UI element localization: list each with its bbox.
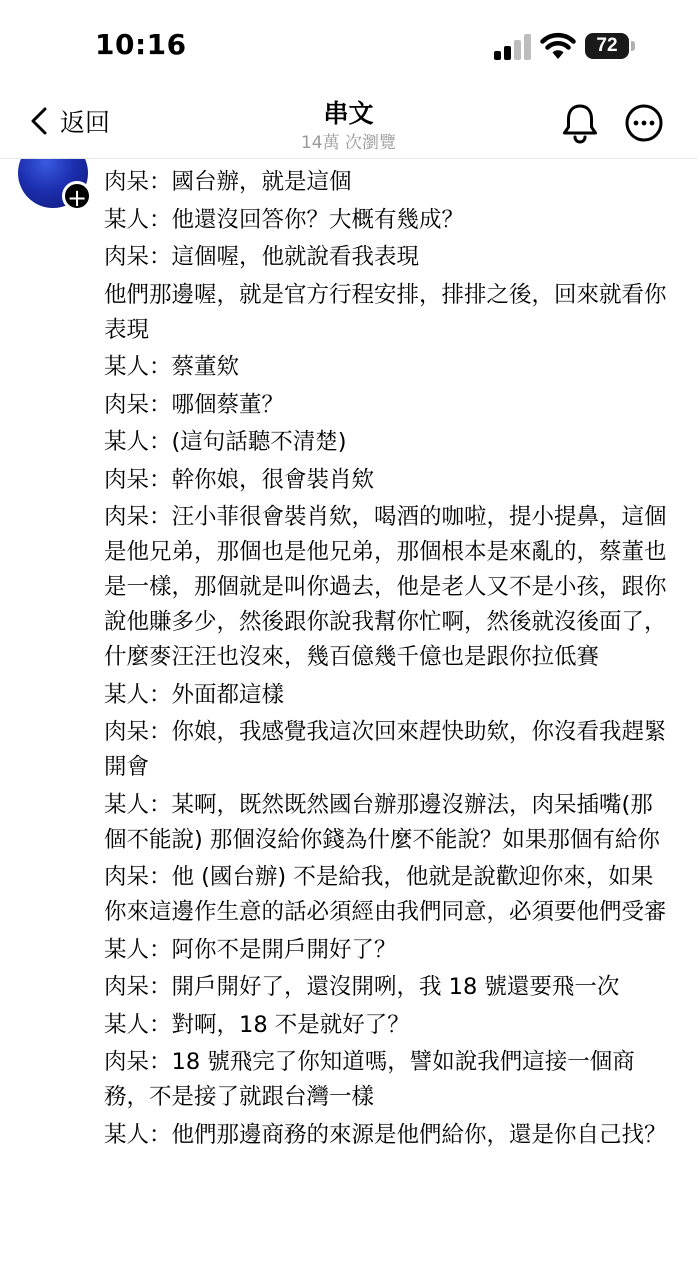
battery-cap: [631, 41, 635, 51]
cellular-signal-icon: [493, 34, 533, 60]
bell-icon[interactable]: [560, 102, 600, 144]
post-line: 某人：外面都這樣: [104, 681, 285, 708]
post-line: 某人：某啊，既然既然國台辦那邊沒辦法，肉呆插嘴(那個不能說) 那個沒給你錢為什麼不能說？如果那個有給你: [104, 791, 660, 853]
battery-level: 72: [585, 33, 629, 59]
post-line: 某人：他還沒回答你？大概有幾成？: [104, 206, 465, 233]
status-bar: [0, 0, 697, 92]
post-line: 他們那邊喔，就是官方行程安排，排排之後，回來就看你表現: [104, 281, 667, 343]
status-time: 10:16: [95, 28, 187, 61]
header-bar: [0, 92, 697, 159]
follow-button[interactable]: [62, 181, 92, 211]
battery-icon: [585, 33, 637, 59]
back-label: 返回: [60, 108, 111, 137]
post-line: 肉呆：汪小菲很會裝肖欸，喝酒的咖啦，提小提鼻，這個是他兄弟，那個也是他兄弟，那個根本是來亂的，蔡董也是一樣，那個就是叫你過去，他是老人又不是小孩，跟你說他賺多少，然後跟你說我幫你忙啊，然後就沒後面了，什麼麥汪汪也沒來，幾百億幾千億也是跟你拉低賽: [104, 504, 667, 670]
post-line: 肉呆：開戶開好了，還沒開咧，我 18 號還要飛一次: [104, 974, 620, 1000]
post-line: 某人：阿你不是開戶開好了？: [104, 936, 397, 963]
page-title: 串文: [323, 99, 374, 128]
post-line: 某人：對啊，18 不是就好了？: [104, 1011, 410, 1038]
more-icon[interactable]: [624, 103, 664, 143]
wifi-icon: [540, 32, 576, 60]
post-line: 肉呆：幹你娘，很會裝肖欸: [104, 466, 375, 493]
post-line: 肉呆：你娘，我感覺我這次回來趕快助欸，你沒看我趕緊開會: [104, 719, 667, 780]
post-line: 肉呆：這個喔，他就說看我表現: [104, 244, 420, 270]
post-line: 某人：他們那邊商務的來源是他們給你，還是你自己找？: [104, 1121, 667, 1148]
post-line: 肉呆：哪個蔡董？: [104, 391, 285, 418]
post-line: 某人：蔡董欸: [104, 354, 240, 380]
post-line: 肉呆：國台辦，就是這個: [104, 169, 352, 195]
post-line: 肉呆：18 號飛完了你知道嗎，譬如說我們這接一個商務，不是接了就跟台灣一樣: [104, 1049, 635, 1110]
post-line: 某人：(這句話聽不清楚): [104, 429, 347, 455]
post-line: 肉呆：他 (國台辦) 不是給我，他就是說歡迎你來，如果你來這邊作生意的話必須經由我們同意，必須要他們受審: [104, 864, 667, 925]
view-count: 14萬 次瀏覽: [300, 133, 397, 153]
plus-icon: +: [66, 184, 88, 212]
post-body: [104, 165, 674, 1155]
